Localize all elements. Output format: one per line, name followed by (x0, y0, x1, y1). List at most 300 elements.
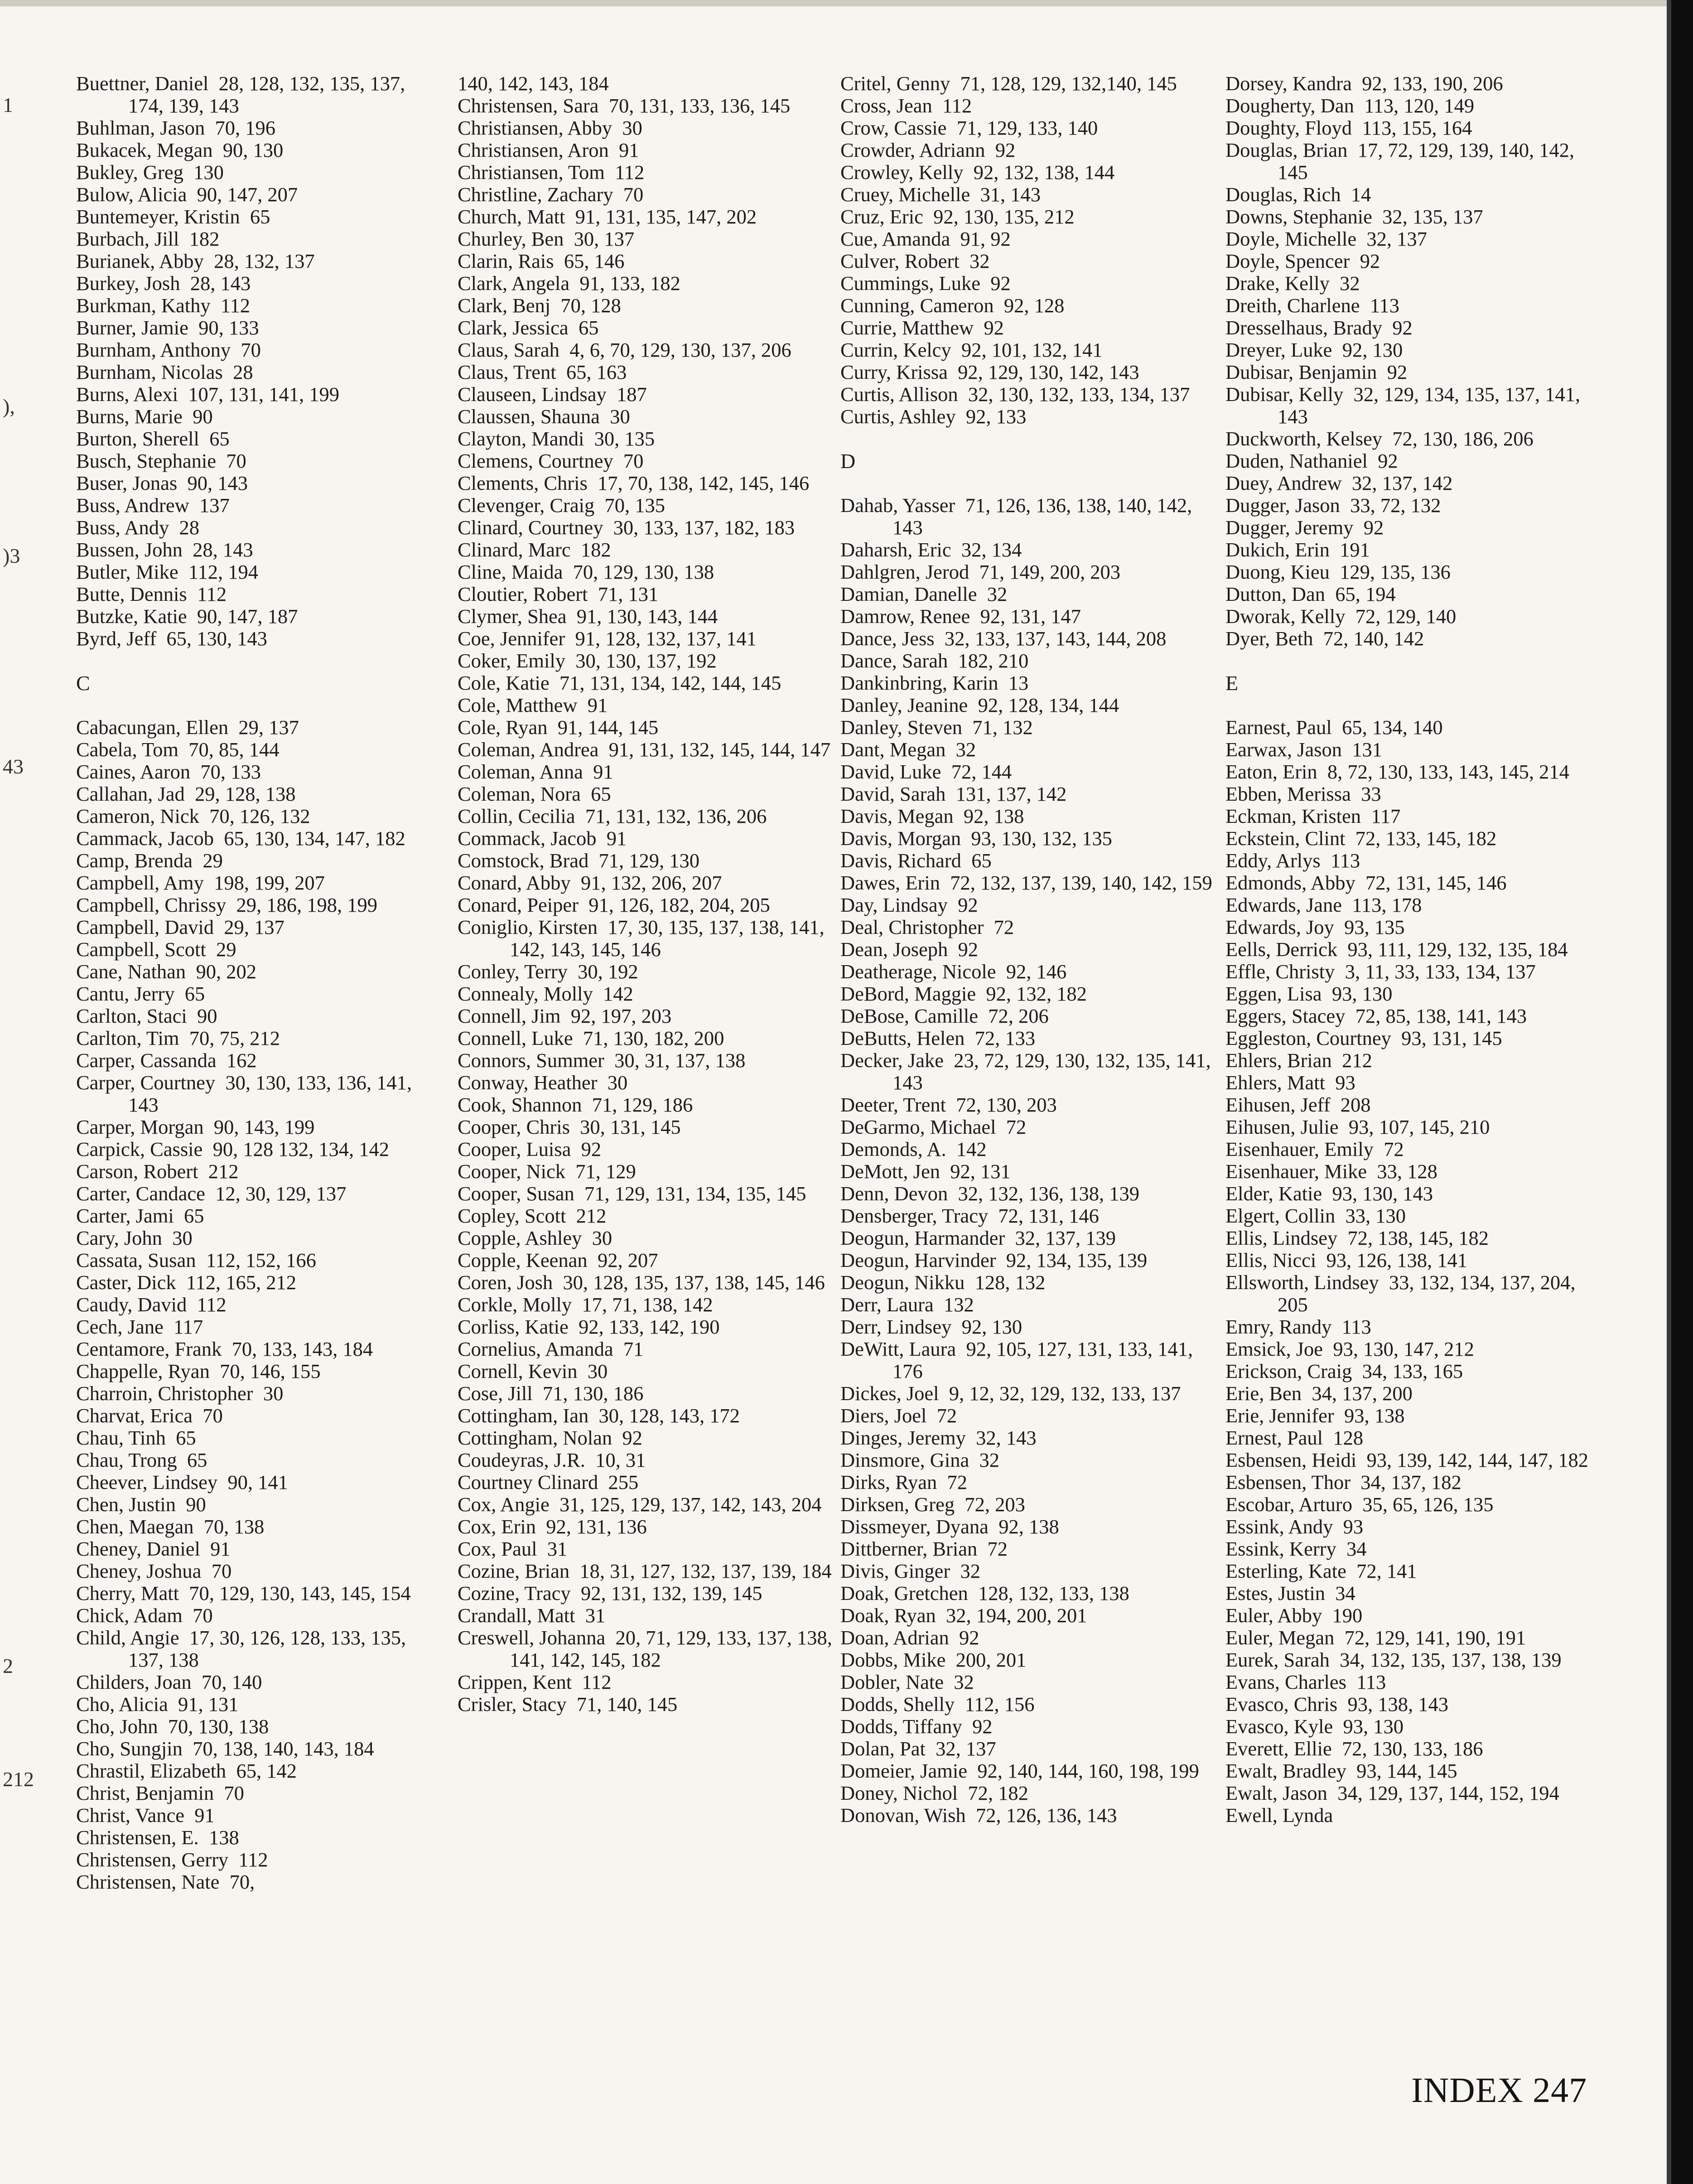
section-letter-heading: C (76, 672, 90, 695)
entry-pages: 32 (954, 1671, 974, 1693)
entry-pages: 72 (936, 1404, 957, 1427)
entry-name: Clymer, Shea (458, 605, 567, 628)
entry-name: Emry, Randy (1225, 1315, 1332, 1338)
entry-pages: 31 (585, 1604, 606, 1627)
entry-name: Corkle, Molly (458, 1293, 572, 1316)
entry-name: Dukich, Erin (1225, 538, 1330, 561)
index-entry (76, 916, 439, 938)
index-entry (1225, 1405, 1601, 1427)
index-entry (1225, 1604, 1601, 1627)
entry-name: Dittberner, Brian (840, 1537, 978, 1560)
index-entry (458, 583, 834, 605)
entry-name: Clements, Chris (458, 472, 588, 494)
index-entry (1225, 1738, 1601, 1760)
entry-pages: 112 (197, 583, 227, 605)
entry-pages: 92, 140, 144, 160, 198, 199 (977, 1759, 1199, 1782)
entry-name: Dubisar, Benjamin (1225, 361, 1377, 383)
index-entry (458, 694, 834, 716)
index-entry (1225, 1715, 1601, 1738)
entry-name: Cue, Amanda (840, 227, 950, 250)
entry-name: Crowley, Kelly (840, 161, 964, 184)
entry-name: DeWitt, Laura (840, 1338, 956, 1360)
index-entry (840, 95, 1216, 117)
entry-pages: 93, 130, 147, 212 (1333, 1338, 1474, 1360)
entry-name: Donovan, Wish (840, 1804, 966, 1826)
entry-name: Cho, Alicia (76, 1693, 168, 1715)
index-entry (1225, 805, 1601, 827)
entry-name: Christensen, Gerry (76, 1848, 229, 1871)
entry-pages: 113 (1356, 1671, 1386, 1693)
index-entry (76, 361, 439, 383)
entry-name: Cho, Sungjin (76, 1737, 183, 1760)
entry-pages: 131 (1352, 738, 1383, 761)
entry-pages: 92 (984, 316, 1004, 339)
entry-pages: 92, 129, 130, 142, 143 (958, 361, 1139, 383)
index-entry (76, 206, 439, 228)
index-entry (458, 1271, 834, 1294)
index-entry (458, 450, 834, 472)
entry-name: Divis, Ginger (840, 1560, 950, 1582)
index-entry (1225, 472, 1601, 494)
index-entry (840, 916, 1216, 938)
index-entry (458, 605, 834, 628)
entry-name: Bulow, Alicia (76, 183, 187, 206)
index-entry (1225, 1582, 1601, 1604)
entry-pages: 72, 129, 141, 190, 191 (1344, 1626, 1526, 1649)
index-entry (458, 1582, 834, 1604)
entry-name: Christline, Zachary (458, 183, 613, 206)
index-entry (840, 139, 1216, 161)
entry-name: David, Luke (840, 760, 941, 783)
entry-pages: 92, 133, 142, 190 (578, 1315, 720, 1338)
entry-name: Busch, Stephanie (76, 449, 216, 472)
entry-name: Butte, Dennis (76, 583, 187, 605)
entry-name: Carlton, Tim (76, 1027, 179, 1049)
index-entry (458, 139, 834, 161)
entry-pages: 28, 128, 132, 135, 137, 174, 139, 143 (128, 72, 405, 117)
index-entry (840, 672, 1216, 694)
entry-pages: 112, 156 (965, 1693, 1035, 1715)
entry-pages: 28 (233, 361, 253, 383)
bleed-mark: ), (3, 395, 15, 418)
index-entry (458, 1027, 834, 1049)
entry-pages: 29, 137 (238, 716, 299, 739)
entry-pages: 90 (193, 405, 213, 428)
entry-pages: 112, 165, 212 (186, 1271, 297, 1294)
entry-name: Dougherty, Dan (1225, 94, 1354, 117)
entry-name: Eggen, Lisa (1225, 982, 1322, 1005)
entry-name: Charvat, Erica (76, 1404, 193, 1427)
entry-pages: 70, 146, 155 (220, 1360, 321, 1382)
entry-name: Crandall, Matt (458, 1604, 575, 1627)
index-entry (840, 1538, 1216, 1560)
entry-pages: 93, 111, 129, 132, 135, 184 (1347, 938, 1568, 961)
entry-pages: 92, 131, 147 (980, 605, 1081, 628)
entry-pages: 92, 128, 134, 144 (978, 694, 1119, 716)
entry-name: Cane, Nathan (76, 960, 186, 983)
index-entry (1225, 1271, 1601, 1316)
entry-name: Cantu, Jerry (76, 982, 175, 1005)
entry-pages: 91 (587, 694, 608, 716)
entry-name: Curtis, Ashley (840, 405, 956, 428)
entry-pages: 91, 132, 206, 207 (580, 871, 722, 894)
index-column-4 (1225, 72, 1601, 1826)
entry-pages: 32 (960, 1560, 981, 1582)
index-entry (840, 1294, 1216, 1316)
entry-pages: 92, 133, 190, 206 (1362, 72, 1503, 95)
entry-pages: 30 (610, 405, 630, 428)
entry-name: Deogun, Harvinder (840, 1249, 996, 1271)
entry-name: Doney, Nichol (840, 1782, 958, 1804)
index-entry (840, 894, 1216, 916)
entry-name: Christiansen, Abby (458, 116, 613, 139)
entry-name: Christ, Benjamin (76, 1782, 214, 1804)
entry-name: Ellis, Lindsey (1225, 1227, 1338, 1249)
entry-name: Decker, Jake (840, 1049, 944, 1072)
entry-pages: 32, 137 (936, 1737, 996, 1760)
entry-name: Coniglio, Kirsten (458, 916, 598, 938)
index-entry (76, 1871, 439, 1893)
entry-name: Densberger, Tracy (840, 1204, 989, 1227)
entry-name: Corliss, Katie (458, 1315, 569, 1338)
entry-name: Dahlgren, Jerod (840, 560, 969, 583)
entry-pages: 65 (971, 849, 992, 872)
entry-pages: 65, 142 (236, 1759, 297, 1782)
entry-pages: 198, 199, 207 (214, 871, 325, 894)
entry-name: Cooper, Chris (458, 1116, 570, 1138)
entry-pages: 93, 144, 145 (1356, 1759, 1457, 1782)
entry-pages: 92, 197, 203 (570, 1005, 672, 1027)
entry-pages: 142 (603, 982, 633, 1005)
entry-name: Dickes, Joel (840, 1382, 939, 1405)
index-entry (1225, 383, 1601, 428)
entry-pages: 32 (955, 738, 976, 761)
index-entry (1225, 850, 1601, 872)
index-entry (840, 1316, 1216, 1338)
index-entry (840, 272, 1216, 295)
entry-pages: 32, 133, 137, 143, 144, 208 (944, 627, 1167, 650)
index-entry (1225, 1116, 1601, 1138)
index-entry (458, 850, 834, 872)
index-entry (1225, 139, 1601, 184)
entry-pages: 92 (972, 1715, 993, 1738)
entry-name: Copple, Keenan (458, 1249, 588, 1271)
entry-pages: 65, 130, 134, 147, 182 (224, 827, 405, 850)
entry-pages: 71 (623, 1338, 644, 1360)
section-letter-heading: E (1225, 672, 1239, 695)
entry-pages: 32 (1340, 272, 1360, 295)
entry-name: Chau, Trong (76, 1449, 177, 1471)
entry-name: Cassata, Susan (76, 1249, 196, 1271)
entry-pages: 17, 71, 138, 142 (582, 1293, 713, 1316)
entry-name: Cabacungan, Ellen (76, 716, 229, 739)
index-entry (76, 1205, 439, 1227)
entry-pages: 32, 143 (976, 1426, 1037, 1449)
index-entry (840, 850, 1216, 872)
entry-name: Doak, Ryan (840, 1604, 936, 1627)
entry-pages: 30, 130, 137, 192 (575, 649, 717, 672)
entry-name: Duey, Andrew (1225, 472, 1342, 494)
entry-name: Deeter, Trent (840, 1093, 946, 1116)
entry-name: Drake, Kelly (1225, 272, 1330, 295)
index-entry (840, 1205, 1216, 1227)
entry-pages: 30 (622, 116, 642, 139)
entry-name: Culver, Robert (840, 250, 960, 272)
entry-name: Dinges, Jeremy (840, 1426, 966, 1449)
section-letter-heading: D (840, 449, 856, 473)
entry-name: Critel, Genny (840, 72, 950, 95)
entry-pages: 93, 138 (1344, 1404, 1405, 1427)
entry-pages: 34 (1335, 1582, 1355, 1604)
entry-name: Campbell, David (76, 916, 214, 938)
entry-name: Butzke, Katie (76, 605, 187, 628)
entry-name: Effle, Christy (1225, 960, 1335, 983)
index-entry (76, 1449, 439, 1471)
entry-pages: 187 (616, 383, 647, 406)
entry-name: Burton, Sherell (76, 427, 199, 450)
entry-name: Clarin, Rais (458, 250, 554, 272)
index-entry (458, 250, 834, 272)
index-entry (1225, 428, 1601, 450)
entry-pages: 30 (263, 1382, 284, 1405)
entry-name: Evasco, Chris (1225, 1693, 1338, 1715)
entry-name: Dugger, Jason (1225, 494, 1340, 517)
entry-pages: 72 (947, 1471, 968, 1493)
entry-name: Christensen, Nate (76, 1870, 220, 1893)
index-entry (458, 1116, 834, 1138)
entry-pages: 30 (172, 1227, 193, 1249)
index-entry (458, 628, 834, 650)
entry-name: Currin, Kelcy (840, 338, 951, 361)
index-entry (458, 1094, 834, 1116)
entry-name: Cozine, Brian (458, 1560, 570, 1582)
index-entry (76, 1493, 439, 1516)
entry-pages: 70, 135 (604, 494, 665, 517)
entry-pages: 91, 144, 145 (557, 716, 659, 739)
entry-name: Carpick, Cassie (76, 1138, 203, 1160)
entry-pages: 112 (197, 1293, 227, 1316)
index-entry (458, 739, 834, 761)
index-entry (76, 406, 439, 428)
entry-pages: 29, 128, 138 (194, 783, 296, 805)
entry-pages: 23, 72, 129, 130, 132, 135, 141, 143 (892, 1049, 1211, 1094)
index-entry (840, 1560, 1216, 1582)
entry-pages: 91 (593, 760, 613, 783)
entry-name: Centamore, Frank (76, 1338, 222, 1360)
entry-pages: 72, 130, 133, 186 (1342, 1737, 1483, 1760)
entry-name: Buettner, Daniel (76, 72, 209, 95)
entry-name: Connell, Jim (458, 1005, 561, 1027)
entry-pages: 92, 132, 182 (986, 982, 1087, 1005)
index-entry (76, 1427, 439, 1449)
entry-name: Buss, Andrew (76, 494, 189, 517)
entry-pages: 91, 130, 143, 144 (576, 605, 718, 628)
entry-name: Connors, Summer (458, 1049, 604, 1072)
index-entry (76, 1183, 439, 1205)
entry-pages: 30, 192 (578, 960, 638, 983)
index-entry (1225, 1471, 1601, 1493)
index-entry (1225, 916, 1601, 938)
entry-name: Esbensen, Heidi (1225, 1449, 1357, 1471)
entry-pages: 112, 152, 166 (206, 1249, 316, 1271)
entry-name: Eurek, Sarah (1225, 1648, 1330, 1671)
index-entry (458, 406, 834, 428)
entry-pages: 93, 139, 142, 144, 147, 182 (1366, 1449, 1588, 1471)
entry-pages: 92, 207 (597, 1249, 658, 1271)
entry-pages: 200, 201 (955, 1648, 1027, 1671)
entry-pages: 128 (1333, 1426, 1364, 1449)
index-entry (1225, 272, 1601, 295)
index-entry (840, 206, 1216, 228)
entry-pages: 70 (193, 1604, 213, 1627)
entry-name: Byrd, Jeff (76, 627, 157, 650)
entry-pages: 72, 206 (988, 1005, 1049, 1027)
entry-pages: 65 (183, 1204, 204, 1227)
index-entry (76, 1782, 439, 1804)
entry-pages: 91 (194, 1804, 215, 1826)
index-entry (458, 228, 834, 250)
entry-name: Copley, Scott (458, 1204, 566, 1227)
index-entry (840, 1671, 1216, 1693)
index-entry (76, 1760, 439, 1782)
index-entry (1225, 250, 1601, 272)
index-entry (76, 1316, 439, 1338)
index-entry (458, 1693, 834, 1715)
entry-name: Ehlers, Matt (1225, 1071, 1325, 1094)
entry-pages: 92 (1378, 449, 1398, 472)
entry-pages: 71, 129 (575, 1160, 636, 1183)
entry-pages: 72, 141 (1356, 1560, 1417, 1582)
index-entry (1225, 1538, 1601, 1560)
entry-pages: 93, 130 (1343, 1715, 1404, 1738)
entry-pages: 34, 137, 200 (1312, 1382, 1413, 1405)
entry-pages: 70, 129, 130, 138 (573, 560, 714, 583)
index-entry (1225, 1804, 1601, 1826)
entry-name: Eihusen, Jeff (1225, 1093, 1331, 1116)
index-entry (1225, 361, 1601, 383)
entry-pages: 93 (1343, 1515, 1364, 1538)
index-entry (458, 184, 834, 206)
entry-pages: 92, 133 (965, 405, 1027, 428)
index-entry (458, 1072, 834, 1094)
entry-pages: 92, 131 (950, 1160, 1011, 1183)
entry-name: Chick, Adam (76, 1604, 183, 1627)
entry-pages: 93 (1335, 1071, 1355, 1094)
entry-pages: 128, 132 (974, 1271, 1046, 1294)
index-entry (840, 1094, 1216, 1116)
entry-name: Clinard, Marc (458, 538, 571, 561)
entry-pages: 92 (995, 139, 1016, 161)
index-entry (840, 339, 1216, 361)
entry-name: Douglas, Rich (1225, 183, 1341, 206)
entry-pages: 91, 131, 132, 145, 144, 147 (608, 738, 831, 761)
index-entry (840, 1049, 1216, 1094)
entry-pages: 90, 128 132, 134, 142 (212, 1138, 389, 1160)
entry-pages: 33, 130 (1345, 1204, 1406, 1227)
index-entry (458, 317, 834, 339)
entry-pages: 71, 131, 134, 142, 144, 145 (559, 672, 781, 694)
entry-name: Doan, Adrian (840, 1626, 949, 1649)
entry-name: Creswell, Johanna (458, 1626, 606, 1649)
entry-name: Caster, Dick (76, 1271, 176, 1294)
entry-pages: 113 (1330, 849, 1360, 872)
index-entry (1225, 1205, 1601, 1227)
entry-name: Christiansen, Tom (458, 161, 605, 184)
entry-name: Duckworth, Kelsey (1225, 427, 1383, 450)
entry-pages: 72, 131, 145, 146 (1365, 871, 1507, 894)
entry-name: Church, Matt (458, 205, 565, 228)
index-entry (458, 295, 834, 317)
index-entry (76, 1693, 439, 1715)
binding-edge (1671, 0, 1693, 2184)
index-entry (1225, 1760, 1601, 1782)
entry-name: Courtney Clinard (458, 1471, 598, 1493)
entry-name: Cooper, Nick (458, 1160, 565, 1183)
entry-name: Erie, Jennifer (1225, 1404, 1334, 1427)
entry-name: Burner, Jamie (76, 316, 188, 339)
entry-name: Coleman, Andrea (458, 738, 599, 761)
index-entry (76, 428, 439, 450)
entry-pages: 72, 129, 140 (1355, 605, 1457, 628)
index-entry (1225, 295, 1601, 317)
entry-pages: 117 (1371, 805, 1401, 827)
entry-pages: 93, 138, 143 (1347, 1693, 1448, 1715)
entry-pages: 70, 130, 138 (168, 1715, 269, 1738)
entry-name: Douglas, Brian (1225, 139, 1348, 161)
entry-pages: 112 (942, 94, 972, 117)
entry-name: DeBord, Maggie (840, 982, 976, 1005)
entry-name: Eisenhauer, Emily (1225, 1138, 1374, 1160)
entry-name: Dance, Jess (840, 627, 935, 650)
index-entry (76, 983, 439, 1005)
entry-name: Eggers, Stacey (1225, 1005, 1346, 1027)
entry-pages: 65 (187, 1449, 207, 1471)
entry-name: Bukacek, Megan (76, 139, 213, 161)
entry-pages: 9, 12, 32, 129, 132, 133, 137 (949, 1382, 1181, 1405)
entry-pages: 30, 130, 133, 136, 141, 143 (128, 1071, 412, 1116)
index-entry (840, 1782, 1216, 1804)
entry-pages: 71, 130, 186 (542, 1382, 644, 1405)
entry-name: Copple, Ashley (458, 1227, 582, 1249)
index-entry (458, 1160, 834, 1183)
entry-name: Derr, Lindsey (840, 1315, 952, 1338)
entry-pages: 72, 140, 142 (1323, 627, 1424, 650)
index-entry (1225, 1249, 1601, 1271)
index-entry (1225, 761, 1601, 783)
index-entry (1225, 317, 1601, 339)
entry-name: Dorsey, Kandra (1225, 72, 1352, 95)
entry-name: Evasco, Kyle (1225, 1715, 1333, 1738)
entry-name: Clark, Angela (458, 272, 570, 295)
entry-name: Ehlers, Brian (1225, 1049, 1332, 1072)
entry-pages: 92, 128 (1003, 294, 1065, 317)
entry-name: Burns, Alexi (76, 383, 178, 406)
index-entry (76, 1471, 439, 1493)
index-entry (458, 1294, 834, 1316)
entry-name: Cole, Ryan (458, 716, 548, 739)
index-entry (76, 1405, 439, 1427)
index-entry (458, 117, 834, 139)
entry-name: Dance, Sarah (840, 649, 948, 672)
entry-name: David, Sarah (840, 783, 946, 805)
entry-name: Clark, Jessica (458, 316, 569, 339)
entry-pages: 65, 130, 143 (166, 627, 267, 650)
entry-pages: 92, 130 (961, 1315, 1023, 1338)
index-entry (76, 539, 439, 561)
entry-pages: 90, 143, 199 (213, 1116, 315, 1138)
entry-name: Eckstein, Clint (1225, 827, 1346, 850)
entry-pages: 112 (615, 161, 645, 184)
